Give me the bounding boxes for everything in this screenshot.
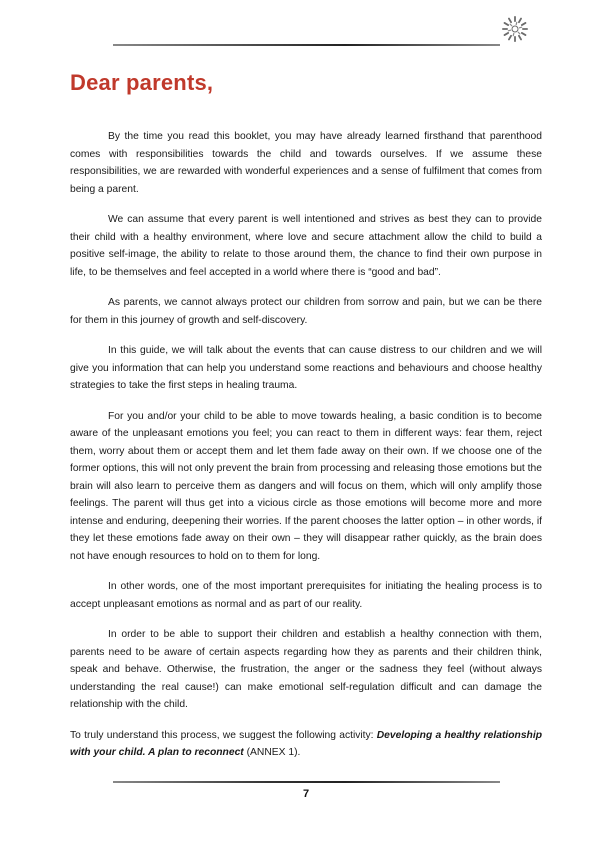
header-divider (113, 44, 500, 46)
paragraph-6: In other words, one of the most important prerequisites for initiating the healing process is to accept unpleasant emotions as normal and as part of our reality. (70, 581, 542, 610)
annex-reference: (ANNEX 1). (243, 747, 301, 758)
sunburst-logo-icon (500, 14, 530, 44)
activity-title: Developing a healthy relationship with your child. A plan to reconnect (70, 729, 542, 758)
page-title: Dear parents, (70, 70, 214, 95)
footer-divider (113, 781, 500, 783)
letter-body (70, 128, 542, 775)
paragraph-3: As parents, we cannot always protect our children from sorrow and pain, but we can be there for them in this journey of growth and self-discovery. (70, 297, 542, 326)
paragraph-4: In this guide, we will talk about the events that can cause distress to our children and we will give you information that can help you understand some reactions and behaviours and choose healthy strategies to take the first steps in healing trauma. (70, 345, 542, 391)
paragraph-2: We can assume that every parent is well intentioned and strives as best they can to provide their child with a healthy environment, where love and secure attachment allow the child to build a positive self-image, the ability to relate to those around them, the chance to find their own purpose in life, to be themselves and feel accepted in a world where there is “good and bad”. (70, 214, 542, 278)
page-number: 7 (302, 788, 310, 800)
paragraph-1: By the time you read this booklet, you may have already learned firsthand that parenthood comes with responsibilities towards the child and towards ourselves. If we assume these responsibilities, we are rewarded with wonderful experiences and a sense of fulfilment that comes from being a parent. (70, 131, 542, 195)
activity-intro: To truly understand this process, we suggest the following activity: (70, 729, 377, 741)
paragraph-7: In order to be able to support their children and establish a healthy connection with them, parents need to be aware of certain aspects regarding how they as parents and their children think, speak and behave. Otherwise, the frustration, the anger or the sadness they feel (without always understanding the real cause!) can make emotional self-regulation difficult and can damage the relationship with the child. (70, 629, 542, 710)
paragraph-8 (70, 727, 542, 762)
paragraph-5: For you and/or your child to be able to move towards healing, a basic condition is to become aware of the unpleasant emotions you feel; you can react to them in different ways: fear them, reject them, worry about them or accept them and let them fade away on their own. If we choose one of the former options, this will not only prevent the brain from processing and releasing those emotions but the brain will also learn to perceive them as dangers and will focus on them, which will only amplify those feelings. The parent will thus get into a vicious circle as those emotions will become more and more intense and enduring, deepening their worries. If the parent chooses the latter option – in other words, if they let these emotions fade away on their own – they will disappear rather quickly, as the brain does not have enough resources to hold on to them for long. (70, 410, 542, 562)
